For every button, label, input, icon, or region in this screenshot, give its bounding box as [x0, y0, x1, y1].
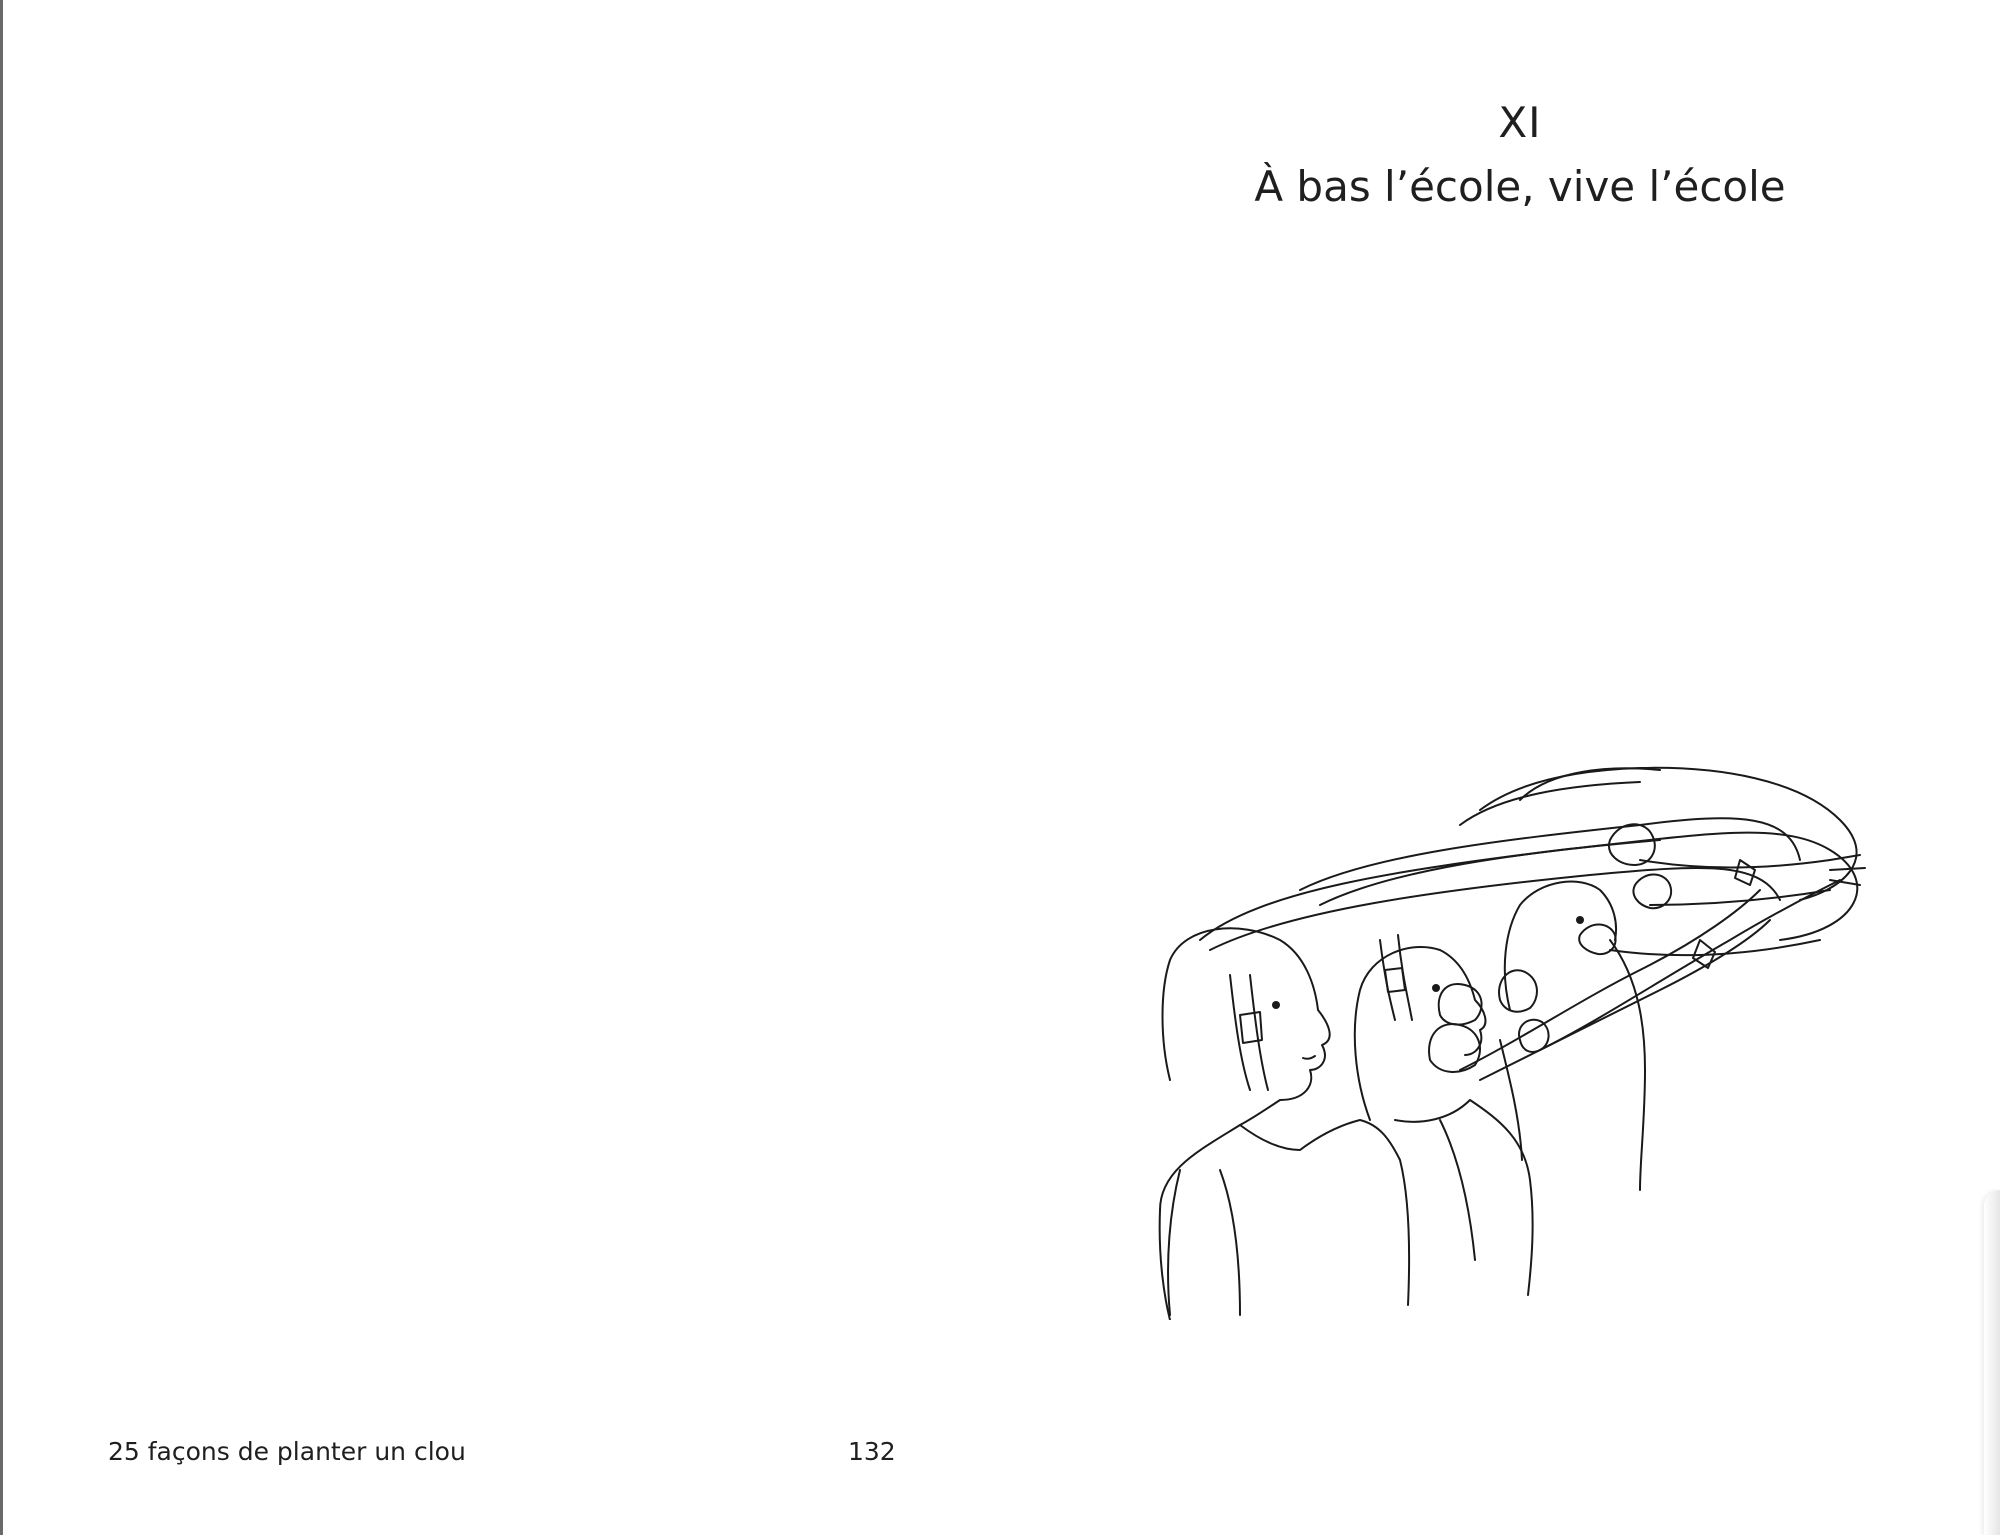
running-title: 25 façons de planter un clou — [108, 1437, 466, 1466]
chapter-number: XI — [1498, 98, 1542, 147]
children-flower-harness-icon — [1140, 740, 1900, 1320]
page-number: 132 — [848, 1437, 896, 1466]
page-curl-edge — [1984, 1190, 2000, 1535]
chapter-title: À bas l’école, vive l’école — [1254, 162, 1786, 211]
line-drawing-illustration — [1140, 740, 1900, 1320]
